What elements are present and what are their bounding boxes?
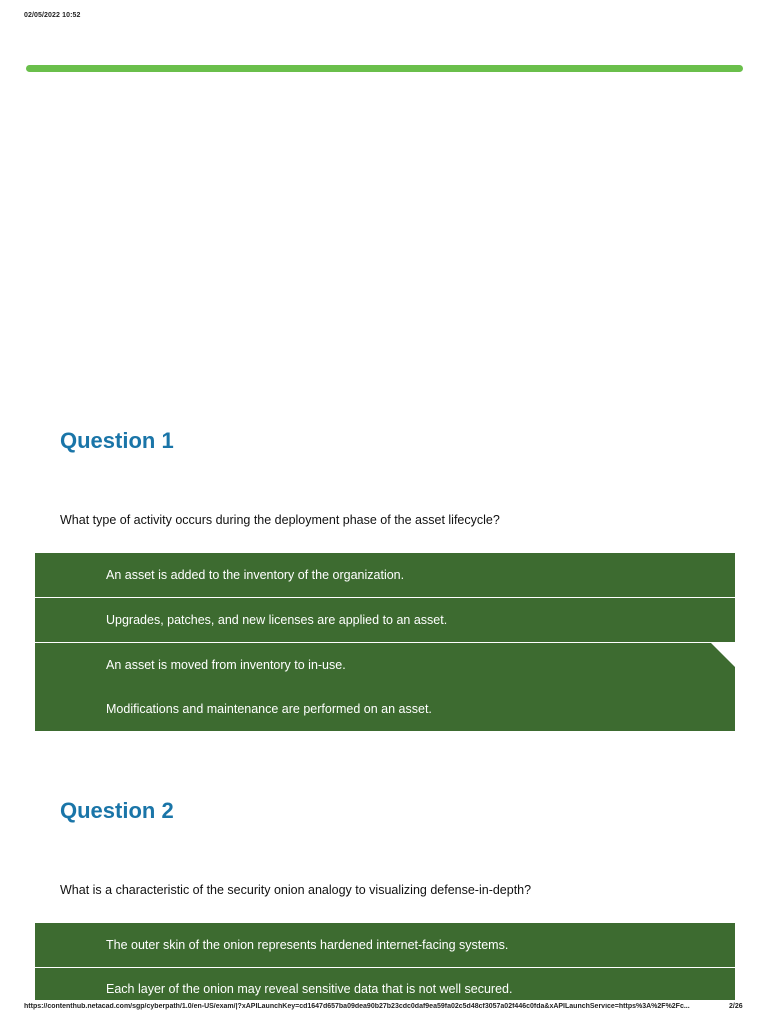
footer-page-number: 2/26 (729, 1003, 743, 1010)
answer-option[interactable] (35, 687, 735, 731)
answer-label: Upgrades, patches, and new licenses are applied to an asset. (106, 613, 448, 627)
answer-option[interactable] (35, 968, 735, 1000)
question-2-prompt: What is a characteristic of the security onion analogy to visualizing defense-in-depth? (60, 883, 532, 897)
print-date: 02/05/2022 10:52 (24, 12, 81, 19)
answer-label: An asset is moved from inventory to in-use. (106, 658, 346, 672)
question-2-answers (35, 923, 735, 1000)
answer-label: The outer skin of the onion represents hardened internet-facing systems. (106, 938, 509, 952)
question-1-answers (35, 553, 735, 731)
answer-option[interactable] (35, 923, 735, 968)
answer-option[interactable] (35, 598, 735, 643)
question-2-title: Question 2 (60, 798, 174, 823)
selected-corner-marker-icon (711, 643, 735, 667)
answer-label: An asset is added to the inventory of the organization. (106, 568, 405, 582)
answer-option-selected[interactable] (35, 643, 735, 687)
answer-option[interactable] (35, 553, 735, 598)
question-1-prompt: What type of activity occurs during the deployment phase of the asset lifecycle? (60, 513, 500, 527)
progress-bar (26, 65, 743, 72)
footer-url: https://contenthub.netacad.com/sgp/cyberpath/1.0/en-US/exam/|?xAPILaunchKey=cd1647d657ba09dea90b27b23cdc0daf9ea59fa02c5d48cf3057a02f446c0fda&xAPILaunchService=https%3A%2F%2Fc... (24, 1003, 690, 1010)
question-1-title: Question 1 (60, 428, 174, 453)
answer-label: Modifications and maintenance are performed on an asset. (106, 702, 432, 716)
answer-label: Each layer of the onion may reveal sensitive data that is not well secured. (106, 982, 513, 996)
